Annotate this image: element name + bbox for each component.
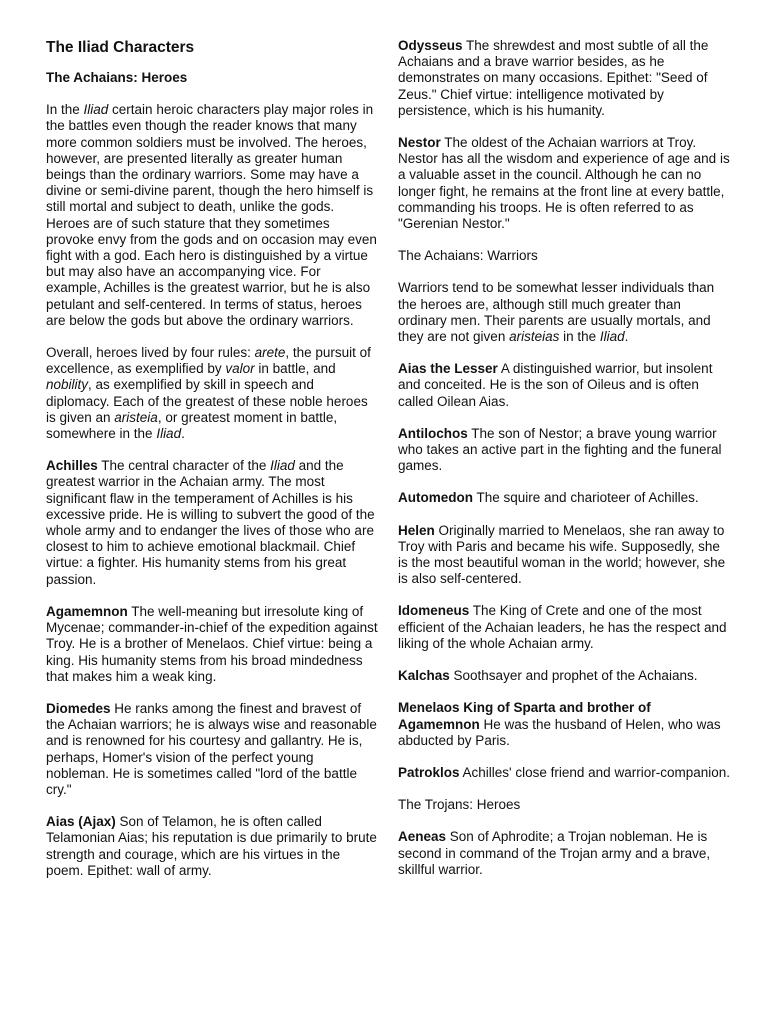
section-heading-trojan-heroes: The Trojans: Heroes: [398, 797, 521, 813]
page-title: The Iliad Characters: [46, 39, 195, 56]
character-entry-nestor: Nestor The oldest of the Achaian warriors at Troy. Nestor has all the wisdom and experience of age and is a valuable asset in the council. Although he can no longer fight, he remains at the front line at every battle, commanding his troops. He is often referred to as "Gerenian Nestor.": [398, 135, 730, 232]
character-entry-odysseus: Odysseus The shrewdest and most subtle of all the Achaians and a brave warrior besides, as he demonstrates on many occasions. Epithet: "Seed of Zeus." Chief virtue: intelligence motivated by persistence, which is his humanity.: [398, 38, 709, 118]
character-name: Agamemnon: [46, 603, 128, 619]
character-entry-idomeneus: Idomeneus The King of Crete and one of the most efficient of the Achaian leaders, he has the respect and liking of the whole Achaian army.: [398, 603, 727, 651]
character-entry-automedon: Automedon The squire and charioteer of Achilles.: [398, 490, 699, 506]
character-entry-aeneas: Aeneas Son of Aphrodite; a Trojan nobleman. He is second in command of the Trojan army and a brave, skillful warrior.: [398, 829, 711, 877]
character-name: Automedon: [398, 490, 473, 506]
character-name: Antilochos: [398, 425, 468, 441]
character-name: Idomeneus: [398, 603, 470, 619]
section-heading-achaian-warriors: The Achaians: Warriors: [398, 248, 538, 264]
character-name: Odysseus: [398, 38, 463, 53]
warriors-intro-paragraph: Warriors tend to be somewhat lesser individuals than the heroes are, although still much greater than ordinary men. Their parents are usually mortals, and they are not given aristeias in the Iliad.: [398, 280, 715, 345]
character-entry-patroklos: Patroklos Achilles' close friend and warrior-companion.: [398, 764, 730, 780]
rules-paragraph: Overall, heroes lived by four rules: arete, the pursuit of excellence, as exemplified by valor in battle, and nobility, as exemplified by skill in speech and diplomacy. Each of the greatest of these noble heroes is given an aristeia, or greatest moment in battle, somewhere in the Iliad.: [46, 345, 371, 442]
character-entry-aias-the-lesser: Aias the Lesser A distinguished warrior, but insolent and conceited. He is the son of Oileus and is often called Oilean Aias.: [398, 361, 713, 409]
character-entry-achilles: Achilles The central character of the Iliad and the greatest warrior in the Achaian army. The most significant flaw in the temperament of Achilles is his excessive pride. He is willing to subvert the good of the whole army and to endanger the lives of those who are closest to him to achieve emotional blackmail. Chief virtue: a fighter. His humanity stems from his great passion.: [46, 458, 375, 587]
character-name: Helen: [398, 522, 435, 538]
character-entry-diomedes: Diomedes He ranks among the finest and bravest of the Achaian warriors; he is always wise and reasonable and is renowned for his courtesy and gallantry. He is, perhaps, Homer's vision of the perfect young nobleman. He is sometimes called "lord of the battle cry.": [46, 700, 377, 797]
intro-paragraph: In the Iliad certain heroic characters play major roles in the battles even though the reader knows that many more common soldiers must be involved. The heroes, however, are presented literally as greater human beings than the ordinary warriors. Some may have a divine or semi-divine parent, though the hero himself is still mortal and subject to death, unlike the gods. Heroes are of such stature that they sometimes provoke envy from the gods and on occasion may even fight with a god. Each hero is distinguished by a virtue but may also have an accompanying vice. For example, Achilles is the greatest warrior, but he is also petulant and self-centered. In terms of status, heroes are below the gods but above the ordinary warriors.: [46, 102, 377, 328]
character-name: Kalchas: [398, 668, 450, 684]
right-column: [398, 38, 730, 894]
character-name: Aias the Lesser: [398, 361, 498, 377]
character-entry-antilochos: Antilochos The son of Nestor; a brave young warrior who takes an active part in the fighting and the funeral games.: [398, 425, 722, 474]
character-entry-agamemnon: Agamemnon The well-meaning but irresolute king of Mycenae; commander-in-chief of the expedition against Troy. He is a brother of Menelaos. Chief virtue: being a king. His humanity stems from his broad mindedness that makes him a weak king.: [46, 603, 378, 684]
left-column: [46, 38, 378, 895]
character-name: Achilles: [46, 458, 98, 474]
character-entry-helen: Helen Originally married to Menelaos, she ran away to Troy with Paris and became his wife. Supposedly, she is the most beautiful woman in the world; however, she is also self-centered.: [398, 522, 726, 587]
character-name: Nestor: [398, 135, 441, 151]
character-name: Patroklos: [398, 764, 460, 780]
section-heading-achaian-heroes: The Achaians: Heroes: [46, 70, 188, 85]
character-name: Diomedes: [46, 700, 111, 716]
character-name: Aeneas: [398, 829, 447, 845]
character-entry-aias: Aias (Ajax) Son of Telamon, he is often called Telamonian Aias; his reputation is due primarily to brute strength and courage, which are his virtues in the poem. Epithet: wall of army.: [46, 814, 377, 878]
character-entry-menelaos: Menelaos King of Sparta and brother of Agamemnon He was the husband of Helen, who was abducted by Paris.: [398, 700, 721, 748]
character-name: Aias (Ajax): [46, 814, 116, 830]
character-entry-kalchas: Kalchas Soothsayer and prophet of the Achaians.: [398, 668, 698, 684]
character-name: Menelaos King of Sparta and brother of Agamemnon: [398, 700, 651, 732]
